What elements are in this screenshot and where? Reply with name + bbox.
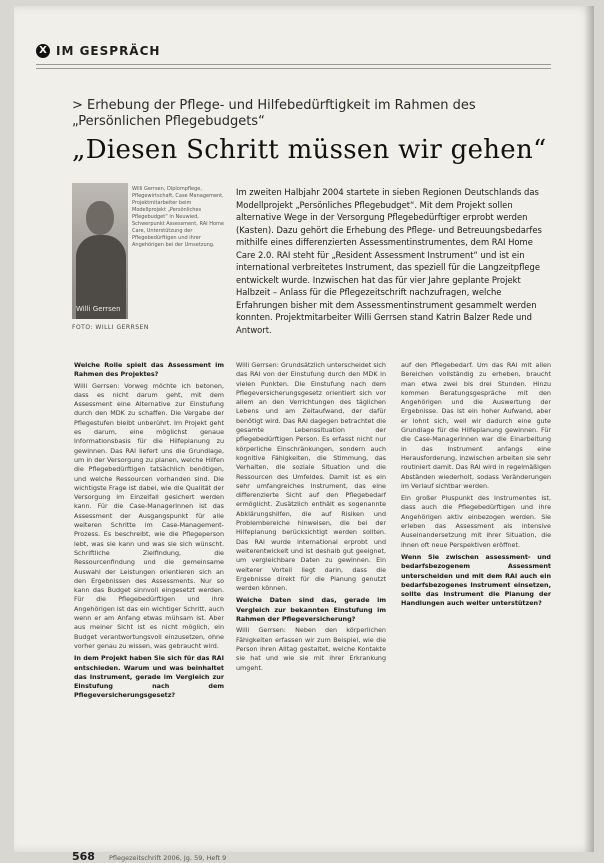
intro-paragraph: Im zweiten Halbjahr 2004 startete in sieben Regionen Deutschlands das Modellprojekt „Persönliches Pflegebudget“. Mit dem Projekt sollen alternative Wege in der Versorgung Pflegebedürftiger erprobt werden (Kasten). Dazu gehört die Erhebung des Pflege- und Betreuungsbedarfes mithilfe eines differenzierten Assessmentinstrumentes, dem RAI Home Care 2.0. RAI steht für „Resident Assessment Instrument“ und ist ein international verbreitetes Instrument, das speziell für die Langzeitpflege entwickelt wurde. Inzwischen hat das für vier Jahre geplante Projekt Halbzeit – Anlass für die Pflegezeitschrift nachzufragen, welche Erfahrungen bisher mit dem Assessmentinstrument gesammelt werden konnten. Projektmitarbeiter Willi Gerrsen stand Katrin Balzer Rede und Antwort.	[236, 187, 542, 335]
interview-answer: Willi Gerrsen: Neben den körperlichen Fähigkeiten erfassen wir zum Beispiel, wie die Person ihren Alltag gestaltet, welche Kontakte sie hat und wie sie mit ihrer Erkrankung umgeht.	[236, 626, 386, 672]
kicker: > Erhebung der Pflege- und Hilfebedürftigkeit im Rahmen des „Persönlichen Pflegebudgets“	[72, 98, 476, 129]
headline: „Diesen Schritt müssen wir gehen“	[72, 135, 547, 165]
header-rule	[36, 64, 551, 65]
interview-answer: Willi Gerrsen: Grundsätzlich unterscheidet sich das RAI von der Einstufung durch den MDK in vielen Punkten. Die Einstufung nach dem Pflegeversicherungsgesetz orientiert sich vor allem an den Verrichtungen des täglichen Lebens und am Zeitaufwand, der dafür benötigt wird. Das RAI dagegen betrachtet die gesamte Lebenssituation der pflegebedürftigen Person. Es erfasst nicht nur körperliche Einschränkungen, sondern auch kognitive Fähigkeiten, die Stimmung, das Verhalten, die soziale Situation und die Ressourcen des Umfeldes. Damit ist es ein sehr umfangreiches Instrument, das eine differenzierte Sicht auf den Pflegebedarf ermöglicht. Zusätzlich enthält es sogenannte Abklärungshilfen, die auf Risiken und Problembereiche hinweisen, die bei der Hilfeplanung berücksichtigt werden sollten. Das RAI wurde international erprobt und weiterentwickelt und ist deshalb gut geeignet, um vergleichbare Daten zu gewinnen. Ein weiterer Vorteil liegt darin, dass die Ergebnisse direkt für die Planung genutzt werden können.	[236, 361, 386, 593]
interview-question: Wenn Sie zwischen assessment- und bedarfsbezogenem Assessment unterscheiden und mit dem RAI auch ein bedarfsbezogenes Instrument einsetzen, sollte das Instrument die Planung der Handlungen auch weiter unterstützen?	[401, 552, 551, 608]
page-number: 568	[72, 850, 95, 863]
header-rule	[36, 68, 551, 69]
journal-line: Pflegezeitschrift 2006, Jg. 59, Heft 9	[108, 854, 227, 862]
body-column-1	[74, 361, 224, 836]
magazine-page	[14, 6, 594, 863]
x-circle-icon: X	[36, 44, 50, 58]
photo-credit: FOTO: WILLI GERRSEN	[72, 324, 149, 331]
bio-caption: Willi Gerrsen, Diplompflege, Pflegewirtschaft, Case Management, Projektmitarbeiter beim Modellprojekt „Persönliches Pflegebudget“ in Neuwied, Schwerpunkt Assessment, RAI Home Care, Unterstützung der Pflegebedürftigen und ihrer Angehörigen bei der Umsetzung.	[132, 186, 224, 248]
portrait-head	[86, 201, 114, 235]
interview-question: Welche Rolle spielt das Assessment im Rahmen des Projektes?	[74, 361, 224, 379]
section-header	[36, 44, 160, 58]
body-column-2	[236, 361, 386, 836]
photo-name: Willi Gerrsen	[76, 305, 121, 313]
body-column-3	[401, 361, 551, 836]
interview-answer: auf den Pflegebedarf. Um das RAI mit allen Bereichen vollständig zu erheben, braucht man etwa zwei bis drei Stunden. Hinzu kommen Beratungsgespräche mit den Angehörigen und die Auswertung der Ergebnisse. Das ist ein hoher Aufwand, aber er lohnt sich, weil wir dadurch eine gute Grundlage für die Hilfeplanung gewinnen. Für die Case-Managerinnen war die Einarbeitung in das Instrument anfangs eine Herausforderung, inzwischen arbeiten sie sehr routiniert damit. Das RAI wird in regelmäßigen Abständen wiederholt, sodass Veränderungen im Verlauf sichtbar werden.	[401, 361, 551, 490]
page-footer	[72, 850, 226, 863]
interview-answer: Ein großer Pluspunkt des Instrumentes ist, dass auch die Pflegebedürftigen und ihre Angehörigen aktiv einbezogen werden. Sie erleben das Assessment als intensive Auseinandersetzung mit ihrer Situation, die ihnen oft neue Perspektiven eröffnet.	[401, 494, 551, 549]
interview-answer: Willi Gerrsen: Vorweg möchte ich betonen, dass es nicht darum geht, mit dem Assessment eine Alternative zur Einstufung durch den MDK zu schaffen. Die Vergabe der Pflegestufen bleibt unberührt. Im Projekt geht es darum, eine möglichst genaue Informationsbasis für die Hilfeplanung zu gewinnen. Das RAI liefert uns die Grundlage, um in der Versorgung zu planen, welche Hilfen die Pflegebedürftigen tatsächlich benötigen, und welche Ressourcen vorhanden sind. Die wichtigste Frage ist dabei, wie die Qualität der Versorgung im Einzelfall gesichert werden kann. Für die Case-Managerinnen ist das Assessment der Ausgangspunkt für alle weiteren Schritte im Case-Management-Prozess. Es beschreibt, wie die Pflegeperson lebt, was sie kann und was sie sich wünscht. Schriftliche Zielfindung, die Ressourcenfindung und die gemeinsame Auswahl der Leistungen orientieren sich an den Ergebnissen des Assessments. Nur so kann das Budget sinnvoll eingesetzt werden. Für die Pflegebedürftigen und ihre Angehörigen ist das ein wichtiger Schritt, auch wenn er am Anfang etwas mühsam ist. Aber aus meiner Sicht ist es nicht möglich, ein Budget verantwortungsvoll einzusetzen, ohne vorher genau zu wissen, was gebraucht wird.	[74, 381, 224, 650]
interview-question: In dem Projekt haben Sie sich für das RAI entschieden. Warum und was beinhaltet das Instrument, gerade im Vergleich zur Einstufung nach dem Pflegeversicherungsgesetz?	[74, 654, 224, 700]
interview-question: Welche Daten sind das, gerade im Vergleich zur bekannten Einstufung im Rahmen der Pflegeversicherung?	[236, 596, 386, 624]
portrait-photo	[72, 183, 128, 319]
section-label: IM GESPRÄCH	[56, 44, 161, 58]
